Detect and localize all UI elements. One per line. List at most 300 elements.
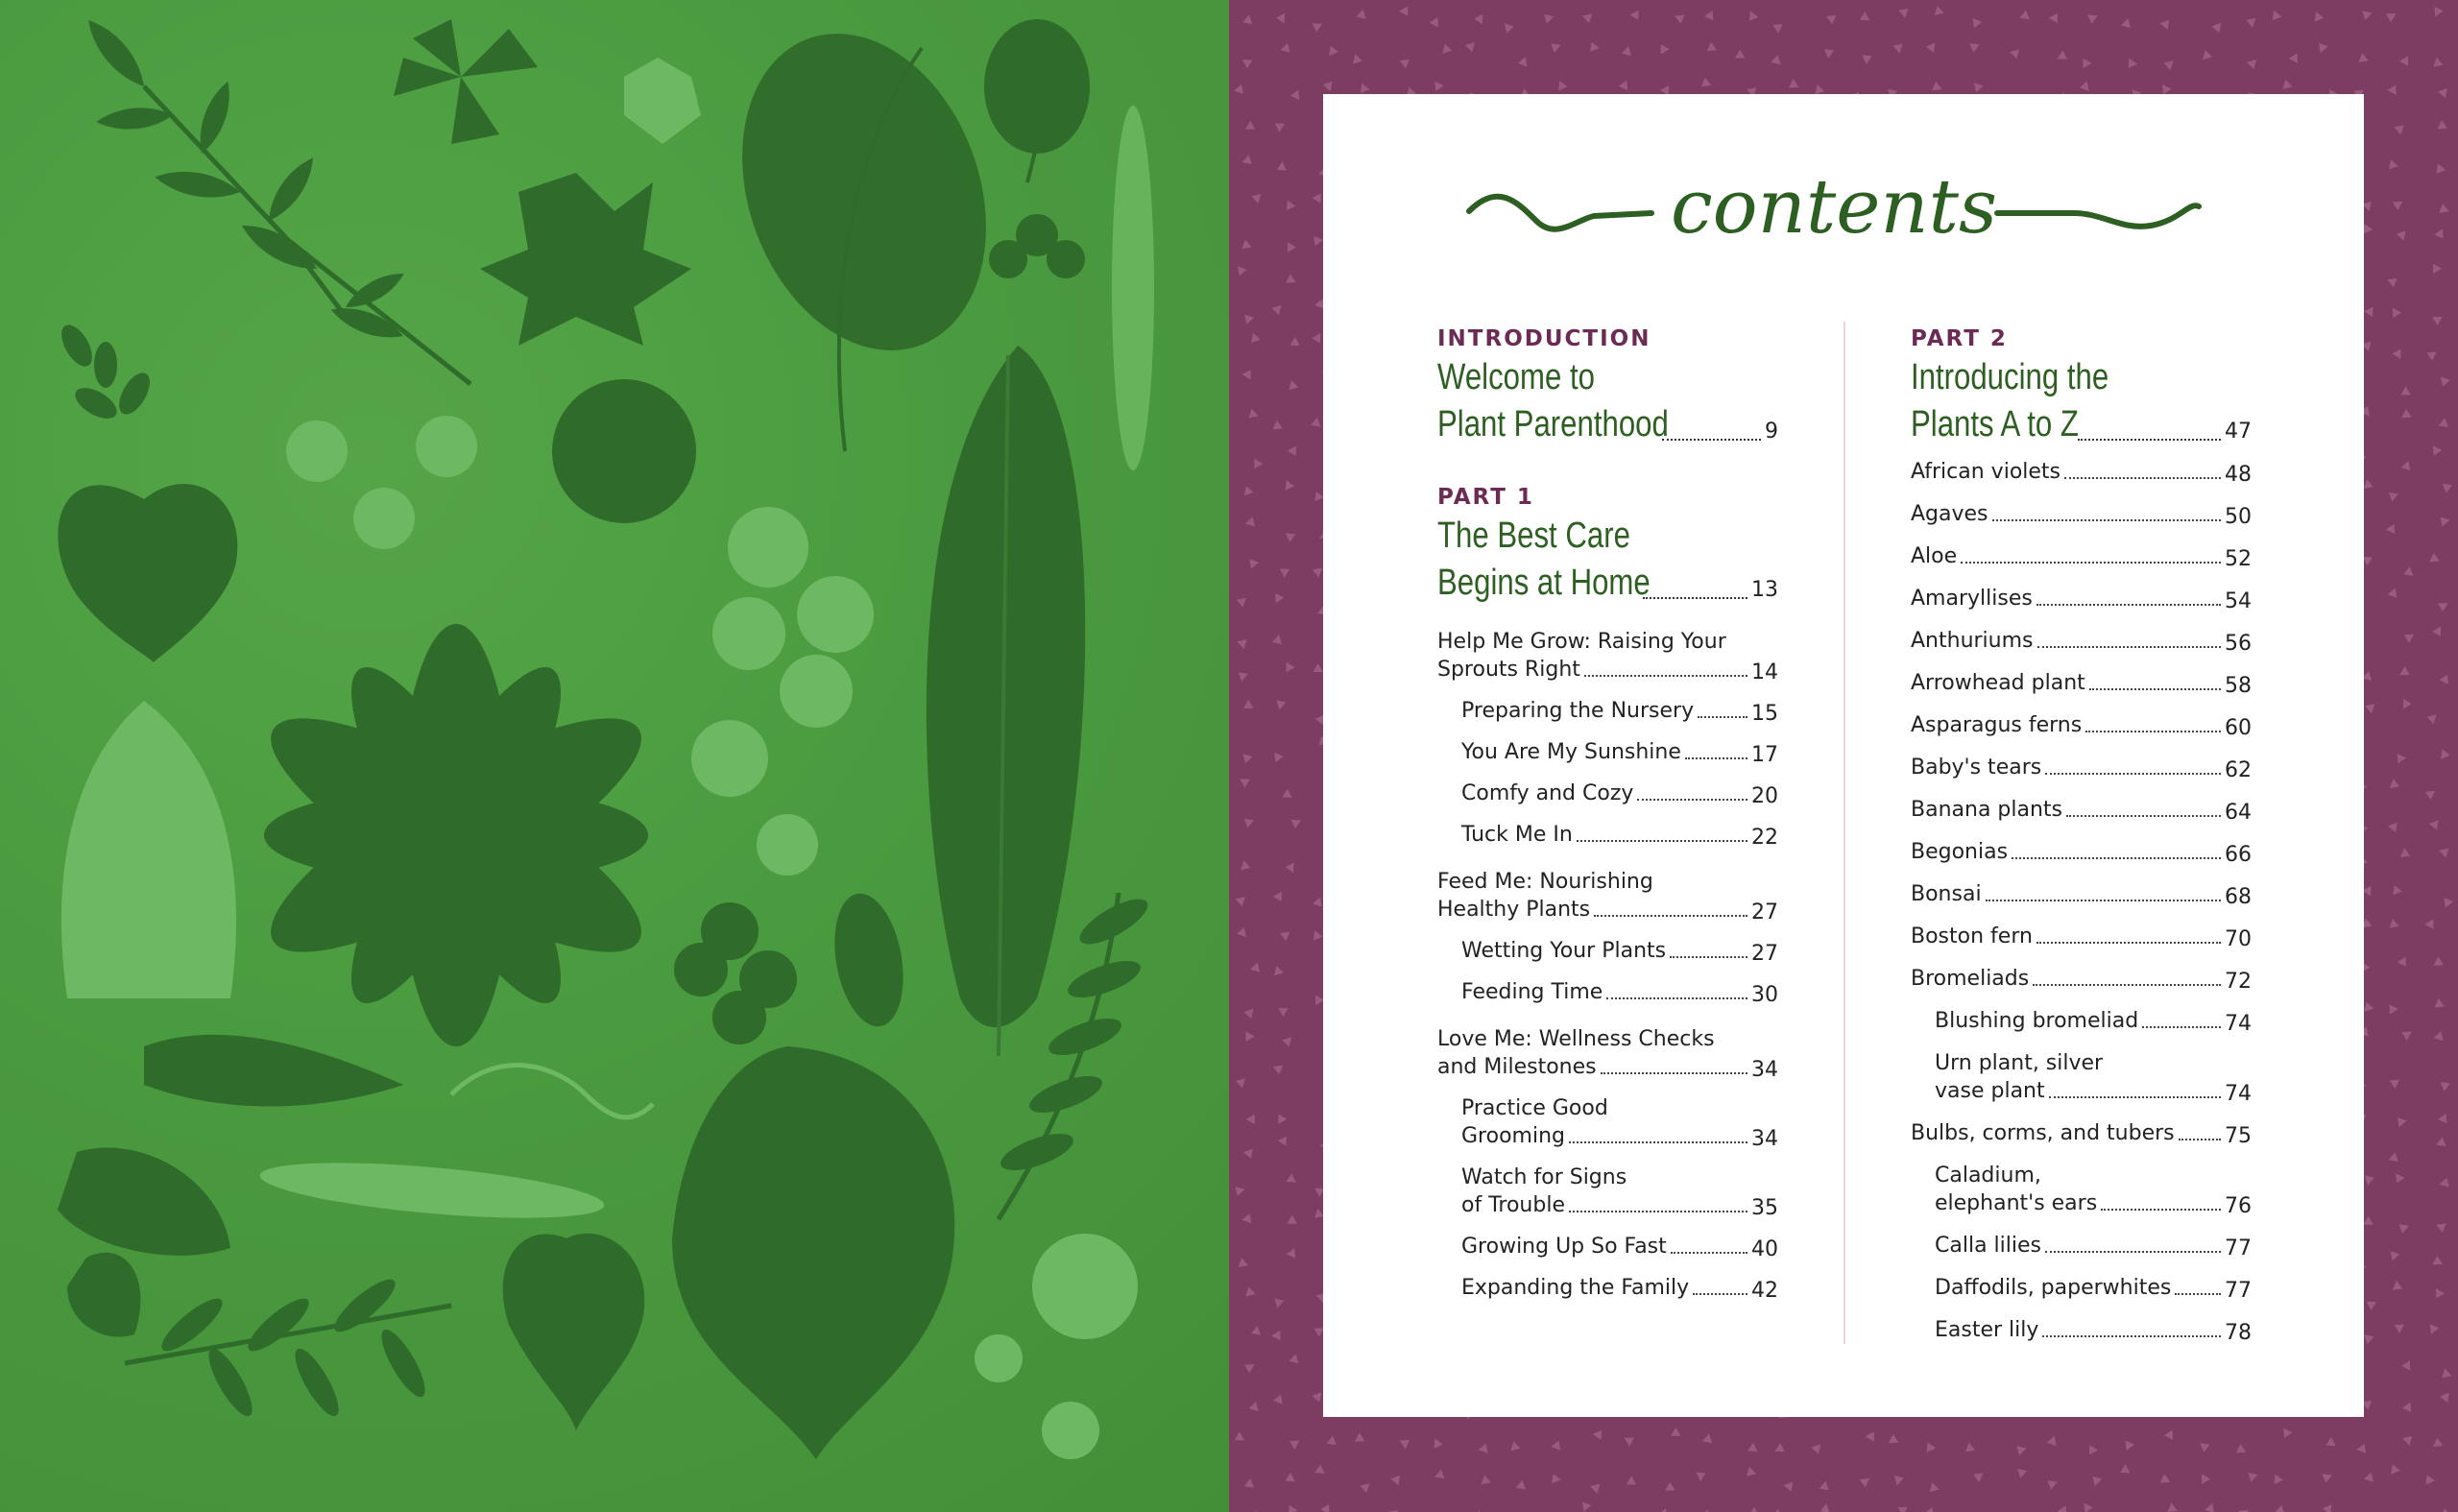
triangle-dot [2441,749,2450,758]
triangle-dot [1622,46,1631,56]
toc-entry[interactable] [1911,1274,2252,1302]
toc-entry-row [1911,965,2252,993]
triangle-dot [1860,1478,1869,1488]
triangle-dot [1863,55,1872,63]
triangle-dot [2440,204,2449,213]
triangle-dot [2162,84,2171,94]
triangle-dot [2433,264,2442,274]
toc-entry-title-line1: Love Me: Wellness Checks [1437,1027,1715,1051]
triangle-dot [1860,12,1869,20]
triangle-dot [1286,533,1295,541]
page-number: 14 [1751,660,1778,684]
triangle-dot [1242,370,1251,379]
toc-entry[interactable] [1911,1162,2252,1217]
leader-dots [1671,1252,1747,1254]
toc-entry[interactable] [1437,978,1778,1006]
leader-dots [1569,1211,1747,1212]
leader-dots [2049,1096,2221,1098]
triangle-dot [2358,53,2368,62]
triangle-dot [2404,635,2414,643]
triangle-dot [2433,445,2442,455]
triangle-dot [2401,409,2411,418]
leader-dots [1685,757,1747,759]
part2-title-row[interactable] [1911,401,2252,448]
toc-entry-row [1461,978,1778,1006]
toc-entry-title: Growing Up So Fast [1461,1235,1667,1259]
toc-entry[interactable] [1911,1049,2252,1105]
page-number: 27 [1751,900,1778,924]
triangle-dot [1313,236,1323,246]
introduction-label: INTRODUCTION [1437,326,1651,351]
contents-right-column [1911,317,2252,1344]
triangle-dot [1749,12,1759,21]
toc-entry[interactable] [1911,923,2252,950]
triangle-dot [2364,1334,2374,1344]
triangle-dot [1271,1331,1280,1340]
triangle-dot [1274,966,1284,975]
page-number: 47 [2225,420,2252,444]
triangle-dot [2425,1475,2435,1484]
leader-dots [2036,604,2221,606]
triangle-dot [1819,1481,1829,1491]
triangle-dot [1675,14,1684,24]
triangle-dot [1400,60,1410,69]
triangle-dot [2236,1444,2246,1452]
page-number: 56 [2225,632,2252,656]
triangle-dot [2387,278,2397,288]
triangle-dot [2364,307,2373,317]
leader-dots [1986,900,2221,901]
toc-entry-row [1911,1119,2252,1147]
triangle-dot [2433,58,2443,67]
triangle-dot [2401,1360,2410,1370]
page-number: 34 [1751,1127,1778,1151]
triangle-dot [1820,1503,1830,1512]
toc-entry-row [1935,1274,2252,1302]
contents-left-column [1437,317,1778,1302]
page-number: 9 [1765,420,1778,444]
part2-label: PART 2 [1911,326,2008,351]
toc-entry[interactable] [1911,880,2252,908]
page-number: 78 [2225,1321,2252,1345]
triangle-dot [2441,516,2450,526]
toc-entry-title: Boston fern [1911,924,2033,948]
toc-entry[interactable] [1437,697,1778,725]
triangle-dot [2425,791,2435,800]
toc-entry-title: You Are My Sunshine [1461,740,1681,764]
leader-dots [1992,519,2221,521]
triangle-dot [1285,863,1293,873]
triangle-dot [2386,524,2395,534]
page-number: 74 [2225,1012,2252,1036]
triangle-dot [1291,820,1301,828]
triangle-dot [1289,1505,1297,1512]
triangle-dot [2439,418,2448,427]
toc-entry-title-line1: Feed Me: Nourishing [1437,870,1653,894]
triangle-dot [1361,84,1370,93]
toc-entry[interactable] [1911,500,2252,528]
triangle-dot [2403,566,2413,576]
leader-dots [2085,731,2221,732]
leader-dots [1606,997,1747,999]
triangle-dot [1658,1508,1668,1512]
toc-entry[interactable] [1437,1164,1778,1219]
page-number: 77 [2225,1279,2252,1303]
triangle-dot [2436,1288,2445,1298]
triangle-dot [2390,1080,2399,1089]
toc-entry-title: Banana plants [1911,798,2063,822]
triangle-dot [2200,1443,2209,1452]
triangle-dot [2395,1325,2404,1333]
triangle-dot [1965,1443,1975,1452]
triangle-dot [1313,898,1322,907]
leader-dots [2012,857,2221,859]
triangle-dot [2363,557,2373,565]
triangle-dot [2434,229,2443,239]
toc-entry[interactable] [1911,1119,2252,1147]
triangle-dot [1237,639,1246,649]
triangle-dot [2247,60,2256,69]
triangle-dot [1246,1287,1256,1297]
toc-entry-title: Bromeliads [1911,967,2030,991]
triangle-dot [1243,700,1253,708]
triangle-dot [1435,82,1444,91]
triangle-dot [1516,1480,1526,1490]
triangle-dot [2364,1002,2374,1012]
triangle-dot [2323,1504,2332,1512]
toc-entry[interactable] [1911,965,2252,993]
triangle-dot [1824,49,1834,58]
page-number: 76 [2225,1194,2252,1218]
toc-entry-title-line2: Healthy Plants [1437,898,1591,922]
toc-entry-row [1437,656,1778,684]
triangle-dot [2440,1178,2449,1188]
toc-entry-row [1461,697,1778,725]
triangle-dot [1244,315,1254,324]
triangle-dot [2424,919,2433,928]
introduction-title-row[interactable] [1437,401,1778,448]
triangle-dot [1314,1465,1324,1475]
triangle-dot [1735,50,1745,59]
leader-dots [1662,439,1761,441]
toc-entry[interactable] [1911,1232,2252,1260]
triangle-dot [2017,1469,2027,1478]
triangle-dot [1286,275,1295,283]
triangle-dot [1355,1433,1364,1442]
toc-entry[interactable] [1911,754,2252,781]
triangle-dot [2391,1251,2400,1260]
toc-entry-row [1935,1077,2252,1105]
toc-entry[interactable] [1911,458,2252,486]
page-number: 15 [1751,702,1778,726]
triangle-dot [2437,120,2446,129]
toc-entry[interactable] [1437,937,1778,965]
part1-title-row[interactable] [1437,560,1778,607]
triangle-dot [1582,13,1592,23]
toc-entry[interactable] [1911,669,2252,697]
triangle-dot [1245,516,1255,526]
triangle-dot [1274,753,1284,762]
triangle-dot [2436,1137,2446,1146]
triangle-dot [2401,461,2411,470]
triangle-dot [2212,23,2222,33]
triangle-dot [2438,1114,2447,1123]
leader-dots [1961,562,2221,564]
triangle-dot [1551,1441,1560,1451]
triangle-dot [2393,308,2401,318]
part1-label: PART 1 [1437,485,1534,510]
triangle-dot [1249,559,1259,568]
page-number: 42 [1751,1279,1778,1303]
triangle-dot [1273,1395,1283,1404]
triangle-dot [1313,568,1322,578]
triangle-dot [1629,11,1638,20]
triangle-dot [2432,627,2441,636]
toc-entry-row [1911,458,2252,486]
leader-dots [1584,675,1747,677]
page-number: 20 [1751,784,1778,808]
toc-entry-title: Aloe [1911,544,1958,568]
triangle-dot [1360,1483,1369,1493]
triangle-dot [1771,55,1780,64]
triangle-dot [1973,18,1983,28]
triangle-dot [2435,7,2444,16]
triangle-dot [1897,1507,1907,1512]
toc-entry-title: Daffodils, paperwhites [1935,1276,2172,1300]
triangle-dot [2388,588,2398,598]
triangle-dot [1282,789,1291,798]
toc-entry[interactable] [1437,868,1778,924]
part2-entries [1911,458,2252,1344]
triangle-dot [2433,1438,2443,1448]
leader-dots [2045,1251,2221,1253]
triangle-dot [1275,593,1284,603]
triangle-dot [2363,1216,2373,1225]
triangle-dot [1288,1215,1297,1224]
triangle-dot [2426,352,2436,361]
part1-sections [1437,628,1778,1302]
toc-entry[interactable] [1911,1316,2252,1344]
toc-entry-row [1935,1007,2252,1035]
triangle-dot [2390,779,2399,788]
triangle-dot [2275,1475,2284,1484]
triangle-dot [2442,1508,2451,1512]
page-number: 64 [2225,801,2252,825]
triangle-dot [1272,420,1282,430]
toc-entry-title: Preparing the Nursery [1461,699,1695,723]
part2-title-line2: Plants A to Z [1911,404,2079,444]
page-number: 34 [1751,1058,1778,1082]
triangle-dot [2129,59,2137,68]
toc-entry[interactable] [1437,628,1778,684]
toc-entry-row [1911,754,2252,781]
triangle-dot [1590,1484,1600,1494]
triangle-dot [2398,1117,2407,1127]
triangle-dot [1434,1470,1444,1479]
triangle-dot [2356,1444,2366,1453]
triangle-dot [2440,675,2448,684]
triangle-dot [1313,193,1321,203]
triangle-dot [1866,1431,1874,1441]
triangle-dot [1582,1501,1592,1511]
triangle-dot [1289,1354,1298,1363]
triangle-dot [2283,1428,2292,1438]
triangle-dot [1749,1507,1759,1512]
toc-entry-row [1461,1233,1778,1260]
triangle-dot [1312,1392,1321,1402]
leader-dots [2078,439,2221,441]
toc-entry[interactable] [1437,1025,1778,1081]
triangle-dot [1510,1441,1520,1451]
triangle-dot [1241,860,1250,870]
triangle-dot [1273,1066,1283,1075]
triangle-dot [2396,1174,2404,1184]
triangle-dot [2429,553,2439,562]
triangle-dot [2058,1505,2066,1512]
triangle-dot [1747,1443,1757,1452]
part1-title-line2: Begins at Home [1437,563,1651,603]
column-divider [1844,322,1845,1344]
toc-entry[interactable] [1437,821,1778,849]
toc-entry-row [1911,500,2252,528]
triangle-dot [2432,317,2442,325]
leader-dots [2042,1335,2221,1337]
triangle-dot [1661,44,1670,54]
triangle-dot [1775,1443,1785,1452]
leader-dots [1601,1072,1747,1074]
triangle-dot [2438,88,2447,98]
toc-entry-row [1461,1122,1778,1150]
triangle-dot [1246,1115,1255,1124]
toc-entry[interactable] [1437,780,1778,807]
triangle-dot [1932,82,1941,91]
page-number: 60 [2225,716,2252,740]
triangle-dot [1558,81,1567,90]
triangle-dot [2388,85,2397,95]
toc-entry[interactable] [1911,711,2252,739]
triangle-dot [1353,55,1362,64]
toc-entry[interactable] [1911,1007,2252,1035]
triangle-dot [1784,1482,1794,1492]
contents-title-text: contents [1671,164,1997,251]
triangle-dot [1276,13,1285,23]
toc-entry-title-line1: Caladium, [1935,1164,2041,1188]
triangle-dot [2047,1480,2057,1490]
toc-entry[interactable] [1911,838,2252,866]
triangle-dot [2087,14,2097,23]
toc-entry[interactable] [1437,1233,1778,1260]
toc-entry-row [1461,1274,1778,1302]
toc-entry[interactable] [1911,627,2252,655]
toc-entry-title: Agaves [1911,502,1988,526]
page-number: 50 [2225,505,2252,529]
triangle-dot [1251,333,1261,343]
toc-entry-row [1911,711,2252,739]
triangle-dot [1286,480,1294,490]
toc-entry-title: Wetting Your Plants [1461,939,1667,963]
triangle-dot [1894,1476,1904,1485]
toc-entry-row [1437,896,1778,924]
triangle-dot [2160,20,2170,30]
toc-entry-row [1935,1316,2252,1344]
triangle-dot [2388,823,2398,832]
triangle-dot [1275,123,1285,132]
triangle-dot [2058,51,2067,60]
triangle-dot [2398,754,2406,763]
triangle-dot [1789,79,1798,87]
toc-entry[interactable] [1911,542,2252,570]
triangle-dot [2389,492,2398,502]
triangle-dot [2363,11,2373,20]
toc-entry[interactable] [1437,738,1778,766]
leader-dots [1637,799,1747,801]
triangle-dot [2403,699,2412,708]
leader-dots [2066,815,2221,817]
page-number: 72 [2225,970,2252,994]
triangle-dot [2010,49,2019,59]
toc-entry-title: Asparagus ferns [1911,713,2083,737]
page-number: 17 [1751,743,1778,767]
triangle-dot [1272,635,1282,644]
triangle-dot [1465,42,1475,52]
toc-entry[interactable] [1911,585,2252,612]
toc-entry-title: Calla lilies [1935,1234,2041,1258]
toc-entry-row [1461,821,1778,849]
toc-entry-title-line1: Urn plant, silver [1935,1051,2104,1075]
triangle-dot [1246,1032,1255,1042]
page-number: 27 [1751,942,1778,966]
part1-title-line1: The Best Care [1437,516,1630,556]
triangle-dot [2126,1441,2135,1451]
triangle-dot [1249,1402,1259,1411]
triangle-dot [1240,780,1249,788]
triangle-dot [2429,820,2439,829]
toc-entry-title: Bulbs, corms, and tubers [1911,1121,2175,1145]
leader-dots [2089,688,2221,690]
page-number: 30 [1751,983,1778,1007]
triangle-dot [2089,1445,2098,1454]
triangle-dot [1704,11,1713,20]
toc-entry[interactable] [1911,796,2252,824]
triangle-dot [2389,1152,2398,1162]
triangle-dot [1434,1439,1443,1449]
triangle-dot [1665,1482,1675,1491]
triangle-dot [1277,161,1287,171]
page-number: 66 [2225,843,2252,867]
triangle-dot [2442,1368,2451,1378]
page-number: 52 [2225,547,2252,571]
toc-entry[interactable] [1437,1274,1778,1302]
triangle-dot [2397,230,2406,240]
triangle-dot [1239,672,1248,682]
toc-entry[interactable] [1437,1094,1778,1150]
triangle-dot [2402,1436,2412,1446]
triangle-dot [2391,1464,2400,1474]
page-number: 54 [2225,589,2252,613]
toc-entry-title: Feeding Time [1461,980,1603,1004]
triangle-dot [1443,44,1453,54]
leader-dots [2033,984,2221,986]
triangle-dot [2047,1436,2057,1446]
triangle-dot [2399,57,2408,66]
triangle-dot [1244,486,1254,495]
triangle-dot [2248,1473,2257,1482]
triangle-dot [1924,1507,1934,1512]
triangle-dot [2319,43,2328,53]
toc-entry-title: Easter lily [1935,1318,2039,1342]
triangle-dot [2390,1004,2398,1014]
triangle-dot [1898,9,1908,18]
